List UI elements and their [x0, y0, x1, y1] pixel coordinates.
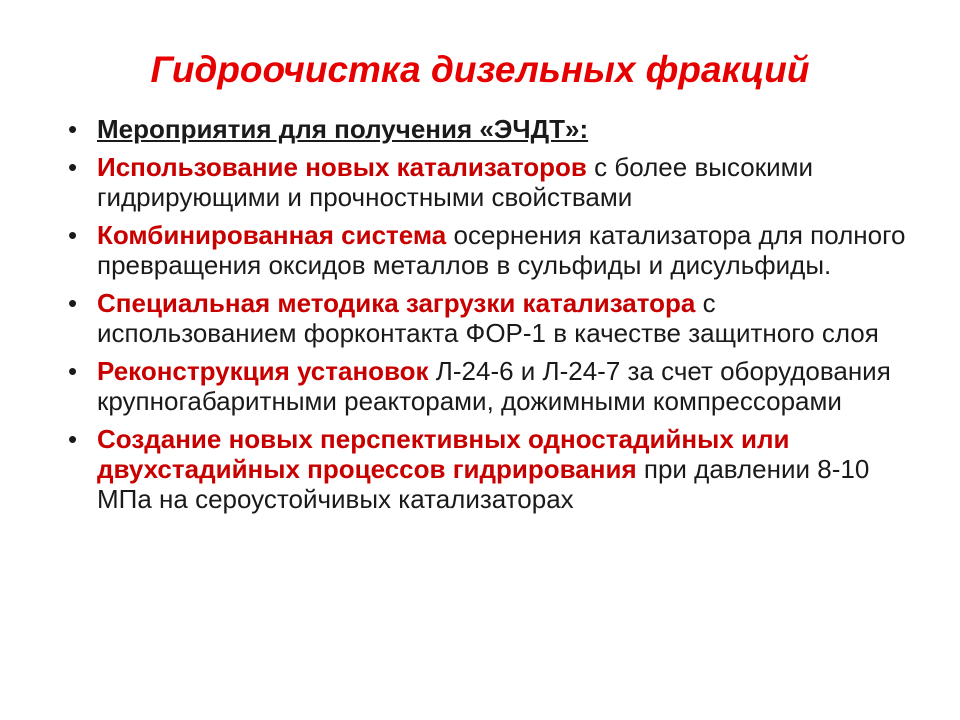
- bullet-text: осернения катализатора для полного превращения оксидов металлов в сульфиды и дисульфиды.: [97, 220, 906, 280]
- bullet-item-loading-method: [68, 288, 918, 348]
- bullet-highlight: Комбинированная система: [97, 220, 447, 250]
- bullet-text: Л-24-6 и Л-24-7 за счет оборудования крупногабаритными реакторами, дожимными компрессорами: [97, 356, 891, 416]
- bullet-text: при давлении 8-10 МПа на сероустойчивых катализаторах: [97, 454, 870, 514]
- bullet-icon: •: [68, 356, 78, 386]
- bullet-text: с более высокими гидрирующими и прочностными свойствами: [97, 152, 813, 212]
- bullet-text: с использованием форконтакта ФОР-1 в качестве защитного слоя: [97, 288, 879, 348]
- bullet-icon: •: [68, 114, 78, 144]
- bullet-highlight: Использование новых катализаторов: [97, 152, 587, 182]
- bullet-list: [68, 114, 918, 522]
- bullet-highlight: Создание новых перспективных одностадийных или двухстадийных процессов гидрирования: [97, 424, 790, 484]
- bullet-icon: •: [68, 424, 78, 454]
- bullet-highlight: Специальная методика загрузки катализатора: [97, 288, 696, 318]
- bullet-icon: •: [68, 288, 78, 318]
- bullet-heading-text: Мероприятия для получения «ЭЧДТ»:: [97, 114, 589, 144]
- bullet-icon: •: [68, 152, 78, 182]
- bullet-highlight: Реконструкция установок: [97, 356, 429, 386]
- bullet-icon: •: [68, 220, 78, 250]
- slide-title: Гидроочистка дизельных фракций: [150, 49, 810, 90]
- bullet-item-new-processes: [68, 424, 918, 514]
- bullet-item-catalysts: [68, 152, 918, 212]
- bullet-item-combined-system: [68, 220, 918, 280]
- bullet-item-reconstruction: [68, 356, 918, 416]
- bullet-item-heading: [68, 114, 918, 144]
